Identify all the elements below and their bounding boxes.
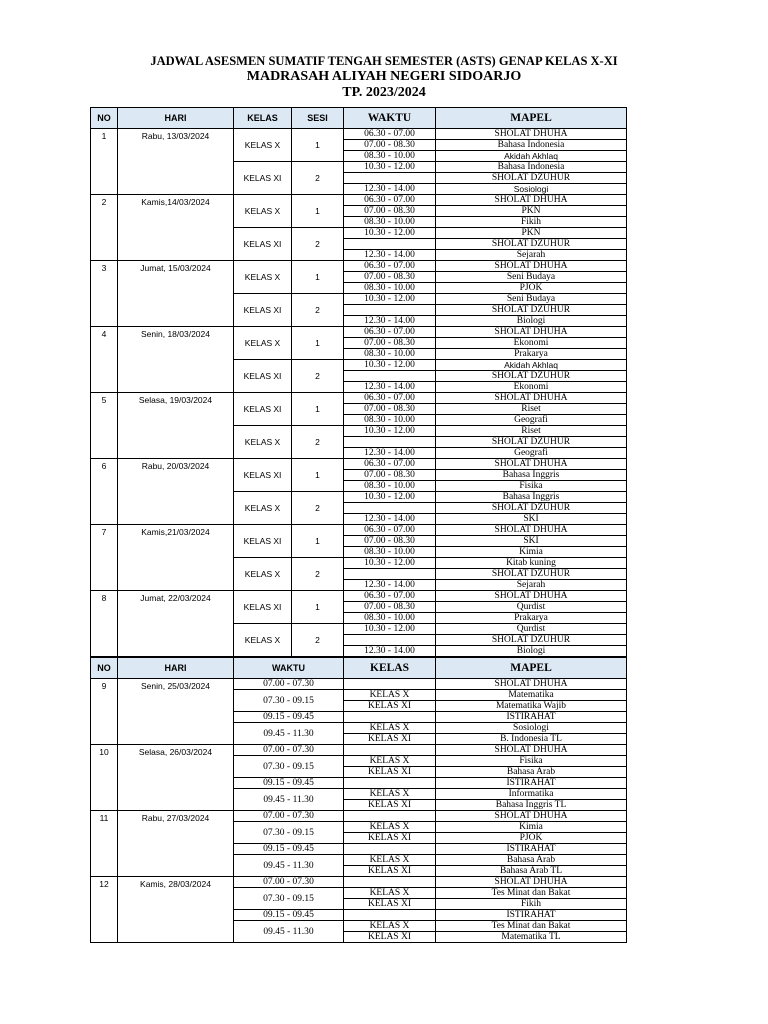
subject: SHOLAT DHUHA [436,591,627,602]
time-slot: 08.30 - 10.00 [344,415,436,426]
day-date: Jumat, 22/03/2024 [140,593,211,603]
class-group: KELAS XI [344,701,436,712]
subject: SHOLAT DHUHA [436,327,627,338]
subject: SHOLAT DZUHUR [436,635,627,646]
class-group [344,712,436,723]
class-group: KELAS X [344,723,436,734]
time-slot [344,305,436,316]
class-group [344,745,436,756]
table-row [91,877,627,888]
time-slot: 06.30 - 07.00 [344,393,436,404]
day-date-cell [118,679,234,745]
header-mapel: MAPEL [436,108,627,129]
time-slot: 07.00 - 08.30 [344,602,436,613]
time-slot: 09.45 - 11.30 [234,723,344,745]
subject: Akidah Akhlaq [436,151,627,162]
subject: Prakarya [436,613,627,624]
session-1-number: 1 [292,261,344,294]
row-number: 10 [99,747,109,757]
row-number-cell [91,591,118,657]
header-hari: HARI [118,658,234,679]
time-slot: 07.30 - 09.15 [234,756,344,778]
subject: Informatika [436,789,627,800]
day-date: Jumat, 15/03/2024 [140,263,211,273]
time-slot: 09.15 - 09.45 [234,844,344,855]
subject: Seni Budaya [436,294,627,305]
subject: Riset [436,426,627,437]
row-number-cell [91,459,118,525]
session-1-number: 1 [292,459,344,492]
subject: Matematika TL [436,932,627,943]
subject: Kitab kuning [436,558,627,569]
session-2-number: 2 [292,360,344,393]
subject: SHOLAT DHUHA [436,195,627,206]
session-1-class: KELAS XI [234,591,292,624]
session-1-class: KELAS XI [234,459,292,492]
time-slot: 07.00 - 07.30 [234,745,344,756]
time-slot: 06.30 - 07.00 [344,591,436,602]
time-slot: 07.00 - 08.30 [344,470,436,481]
session-2-number: 2 [292,294,344,327]
time-slot: 07.30 - 09.15 [234,690,344,712]
day-date-cell [118,525,234,591]
time-slot: 10.30 - 12.00 [344,228,436,239]
time-slot [344,173,436,184]
table-row [91,261,627,272]
time-slot: 07.30 - 09.15 [234,888,344,910]
day-date-cell [118,195,234,261]
row-number: 4 [101,329,107,339]
day-date: Kamis,14/03/2024 [141,197,210,207]
subject: Matematika Wajib [436,701,627,712]
class-group: KELAS XI [344,833,436,844]
row-number: 8 [101,593,107,603]
table-row [91,745,627,756]
subject: Bahasa Inggris [436,492,627,503]
title-line-3: TP. 2023/2024 [342,85,426,100]
subject: Tes Minat dan Bakat [436,921,627,932]
day-date: Kamis,21/03/2024 [141,527,210,537]
time-slot: 10.30 - 12.00 [344,294,436,305]
time-slot: 06.30 - 07.00 [344,195,436,206]
class-group: KELAS XI [344,866,436,877]
subject: ISTIRAHAT [436,712,627,723]
header-no: NO [91,658,118,679]
session-2-class: KELAS X [234,492,292,525]
session-2-number: 2 [292,162,344,195]
session-1-class: KELAS XI [234,393,292,426]
session-2-class: KELAS X [234,426,292,459]
row-number: 12 [99,879,109,889]
session-2-number: 2 [292,558,344,591]
schedule-table-week-1 [90,107,627,657]
time-slot: 06.30 - 07.00 [344,327,436,338]
subject: PKN [436,206,627,217]
class-group: KELAS XI [344,932,436,943]
table-row [91,679,627,690]
header-kelas: KELAS [234,108,292,129]
schedule-table-week-2 [90,657,627,943]
class-group: KELAS XI [344,734,436,745]
time-slot: 08.30 - 10.00 [344,547,436,558]
time-slot [344,635,436,646]
subject: Riset [436,404,627,415]
class-group: KELAS X [344,855,436,866]
subject: Kimia [436,822,627,833]
time-slot [344,239,436,250]
row-number: 6 [101,461,107,471]
time-slot [344,503,436,514]
subject: Fikih [436,217,627,228]
subject: SHOLAT DHUHA [436,393,627,404]
time-slot: 07.00 - 07.30 [234,877,344,888]
subject: Ekonomi [436,338,627,349]
row-number: 1 [101,131,107,141]
class-group: KELAS XI [344,899,436,910]
subject: SHOLAT DHUHA [436,877,627,888]
class-group [344,811,436,822]
subject: SHOLAT DZUHUR [436,437,627,448]
subject: ISTIRAHAT [436,844,627,855]
subject: Fisika [436,481,627,492]
day-date: Rabu, 20/03/2024 [141,461,210,471]
subject: Bahasa Arab [436,767,627,778]
session-2-class: KELAS XI [234,228,292,261]
time-slot [344,371,436,382]
row-number: 11 [99,813,109,823]
table-row [91,459,627,470]
time-slot: 09.45 - 11.30 [234,789,344,811]
day-date: Selasa, 19/03/2024 [138,395,213,405]
subject: SHOLAT DHUHA [436,745,627,756]
time-slot: 07.00 - 08.30 [344,272,436,283]
header-hari: HARI [118,108,234,129]
time-slot: 10.30 - 12.00 [344,492,436,503]
time-slot: 06.30 - 07.00 [344,525,436,536]
time-slot: 12.30 - 14.00 [344,184,436,195]
table-row [91,195,627,206]
subject: Sosiologi [436,184,627,195]
time-slot: 08.30 - 10.00 [344,613,436,624]
time-slot: 12.30 - 14.00 [344,514,436,525]
class-group: KELAS X [344,921,436,932]
time-slot: 12.30 - 14.00 [344,382,436,393]
time-slot: 09.15 - 09.45 [234,712,344,723]
table1-header-row [91,108,627,129]
time-slot: 07.00 - 08.30 [344,338,436,349]
class-group [344,910,436,921]
time-slot: 10.30 - 12.00 [344,624,436,635]
subject: Matematika [436,690,627,701]
class-group: KELAS X [344,822,436,833]
day-date-cell [118,327,234,393]
time-slot: 12.30 - 14.00 [344,646,436,657]
row-number: 3 [101,263,107,273]
time-slot: 07.00 - 07.30 [234,811,344,822]
subject: SHOLAT DHUHA [436,679,627,690]
day-date: Rabu, 13/03/2024 [141,131,210,141]
subject: SHOLAT DZUHUR [436,503,627,514]
header-no: NO [91,108,118,129]
subject: SHOLAT DZUHUR [436,305,627,316]
day-date-cell [118,261,234,327]
subject: Kimia [436,547,627,558]
session-2-class: KELAS XI [234,294,292,327]
header-sesi: SESI [292,108,344,129]
row-number-cell [91,195,118,261]
class-group: KELAS X [344,690,436,701]
day-date-cell [118,393,234,459]
document-title-block [0,53,768,101]
header-waktu: WAKTU [344,108,436,129]
day-date: Senin, 25/03/2024 [140,681,210,691]
subject: ISTIRAHAT [436,910,627,921]
subject: SHOLAT DHUHA [436,261,627,272]
subject: Bahasa Indonesia [436,140,627,151]
subject: Biologi [436,646,627,657]
session-1-number: 1 [292,393,344,426]
subject: Biologi [436,316,627,327]
time-slot: 07.00 - 08.30 [344,206,436,217]
session-2-class: KELAS X [234,558,292,591]
subject: Sosiologi [436,723,627,734]
title-line-2: MADRASAH ALIYAH NEGERI SIDOARJO [246,69,522,84]
session-2-class: KELAS X [234,624,292,657]
subject: Seni Budaya [436,272,627,283]
subject: Sejarah [436,580,627,591]
subject: PJOK [436,283,627,294]
time-slot [344,569,436,580]
subject: SKI [436,536,627,547]
time-slot: 07.00 - 08.30 [344,404,436,415]
session-1-class: KELAS XI [234,525,292,558]
session-1-number: 1 [292,129,344,162]
subject: SHOLAT DZUHUR [436,239,627,250]
subject: Ekonomi [436,382,627,393]
row-number-cell [91,261,118,327]
session-2-number: 2 [292,624,344,657]
time-slot: 07.00 - 08.30 [344,536,436,547]
subject: B. Indonesia TL [436,734,627,745]
subject: Qurdist [436,624,627,635]
subject: Geografi [436,448,627,459]
subject: Bahasa Indonesia [436,162,627,173]
session-1-number: 1 [292,195,344,228]
time-slot: 09.15 - 09.45 [234,910,344,921]
subject: Tes Minat dan Bakat [436,888,627,899]
subject: Fikih [436,899,627,910]
subject: SHOLAT DZUHUR [436,371,627,382]
session-1-number: 1 [292,525,344,558]
time-slot: 09.45 - 11.30 [234,921,344,943]
row-number-cell [91,129,118,195]
time-slot: 09.15 - 09.45 [234,778,344,789]
time-slot: 08.30 - 10.00 [344,217,436,228]
time-slot: 08.30 - 10.00 [344,151,436,162]
time-slot: 12.30 - 14.00 [344,316,436,327]
table-row [91,811,627,822]
table-row [91,129,627,140]
table1-body [91,129,627,657]
day-date: Rabu, 27/03/2024 [141,813,210,823]
time-slot: 08.30 - 10.00 [344,283,436,294]
row-number-cell [91,745,118,811]
subject: Fisika [436,756,627,767]
row-number-cell [91,679,118,745]
subject: SHOLAT DHUHA [436,459,627,470]
day-date-cell [118,591,234,657]
subject: SHOLAT DHUHA [436,811,627,822]
class-group: KELAS XI [344,767,436,778]
time-slot: 10.30 - 12.00 [344,360,436,371]
session-1-number: 1 [292,327,344,360]
header-waktu: WAKTU [234,658,344,679]
subject: SHOLAT DZUHUR [436,569,627,580]
row-number-cell [91,811,118,877]
session-1-class: KELAS X [234,261,292,294]
session-2-number: 2 [292,492,344,525]
day-date-cell [118,459,234,525]
time-slot: 10.30 - 12.00 [344,558,436,569]
subject: Akidah Akhlaq [436,360,627,371]
row-number-cell [91,393,118,459]
class-group: KELAS X [344,789,436,800]
class-group: KELAS XI [344,800,436,811]
subject: SHOLAT DZUHUR [436,173,627,184]
title-line-1: JADWAL ASESMEN SUMATIF TENGAH SEMESTER (ASTS) GENAP KELAS X-XI [150,54,618,68]
class-group: KELAS X [344,756,436,767]
subject: SKI [436,514,627,525]
table-row [91,525,627,536]
time-slot: 06.30 - 07.00 [344,261,436,272]
subject: SHOLAT DHUHA [436,525,627,536]
row-number-cell [91,327,118,393]
session-2-number: 2 [292,426,344,459]
row-number: 2 [101,197,107,207]
time-slot: 12.30 - 14.00 [344,250,436,261]
time-slot [344,437,436,448]
day-date: Selasa, 26/03/2024 [138,747,213,757]
time-slot: 07.30 - 09.15 [234,822,344,844]
subject: Bahasa Inggris TL [436,800,627,811]
table-row [91,591,627,602]
subject: Qurdist [436,602,627,613]
time-slot: 09.45 - 11.30 [234,855,344,877]
class-group [344,844,436,855]
subject: Prakarya [436,349,627,360]
header-mapel: MAPEL [436,658,627,679]
time-slot: 12.30 - 14.00 [344,448,436,459]
table-row [91,393,627,404]
time-slot: 07.00 - 07.30 [234,679,344,690]
day-date-cell [118,877,234,943]
class-group [344,877,436,888]
time-slot: 12.30 - 14.00 [344,580,436,591]
session-1-class: KELAS X [234,195,292,228]
table2-header-row [91,658,627,679]
day-date: Senin, 18/03/2024 [140,329,210,339]
time-slot: 10.30 - 12.00 [344,426,436,437]
row-number-cell [91,525,118,591]
subject: PKN [436,228,627,239]
session-2-class: KELAS XI [234,162,292,195]
day-date-cell [118,129,234,195]
day-date-cell [118,811,234,877]
session-1-class: KELAS X [234,327,292,360]
row-number: 7 [101,527,107,537]
header-kelas: KELAS [344,658,436,679]
time-slot: 07.00 - 08.30 [344,140,436,151]
subject: Bahasa Arab TL [436,866,627,877]
class-group: KELAS X [344,888,436,899]
session-2-class: KELAS XI [234,360,292,393]
day-date-cell [118,745,234,811]
subject: SHOLAT DHUHA [436,129,627,140]
row-number: 5 [101,395,107,405]
subject: Bahasa Inggris [436,470,627,481]
time-slot: 08.30 - 10.00 [344,349,436,360]
row-number: 9 [101,681,107,691]
class-group [344,679,436,690]
table2-body [91,679,627,943]
class-group [344,778,436,789]
session-2-number: 2 [292,228,344,261]
row-number-cell [91,877,118,943]
subject: Sejarah [436,250,627,261]
session-1-number: 1 [292,591,344,624]
day-date: Kamis, 28/03/2024 [140,879,211,889]
time-slot: 06.30 - 07.00 [344,129,436,140]
time-slot: 08.30 - 10.00 [344,481,436,492]
time-slot: 06.30 - 07.00 [344,459,436,470]
subject: Bahasa Arab [436,855,627,866]
table-row [91,327,627,338]
time-slot: 10.30 - 12.00 [344,162,436,173]
session-1-class: KELAS X [234,129,292,162]
subject: Geografi [436,415,627,426]
subject: PJOK [436,833,627,844]
subject: ISTIRAHAT [436,778,627,789]
